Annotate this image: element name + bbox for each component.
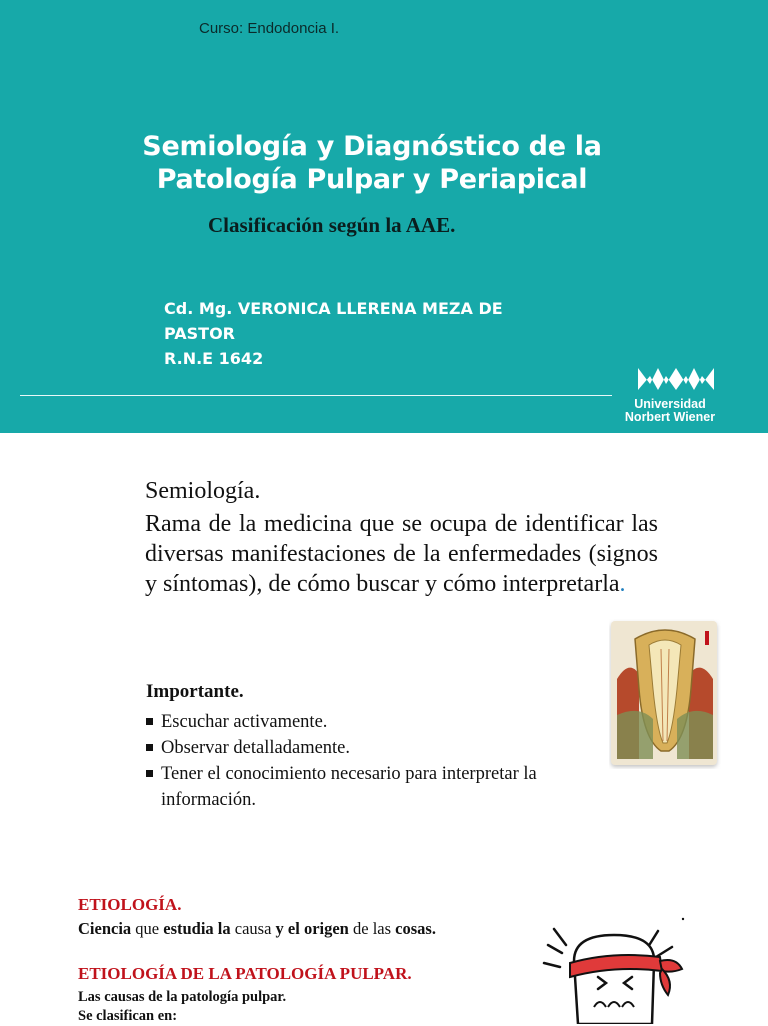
author-line-2: PASTOR: [164, 324, 235, 343]
title-divider: [20, 395, 612, 396]
author-line-1: Cd. Mg. VERONICA LLERENA MEZA DE: [164, 299, 503, 318]
list-item: Tener el conocimiento necesario para interpretar la información.: [146, 761, 566, 813]
causes-text: Las causas de la patología pulpar. Se clasifican en:: [78, 989, 287, 1024]
semiology-definition: [145, 509, 658, 599]
bullet-icon: [146, 770, 153, 777]
tooth-section-photo: [609, 619, 721, 769]
semiology-period: .: [619, 571, 626, 597]
important-list: [146, 709, 566, 813]
list-item: Escuchar activamente.: [146, 709, 566, 735]
university-logo: [600, 362, 740, 428]
etiology-slide: [0, 853, 768, 1024]
semiology-heading: Semiología.: [145, 478, 261, 504]
etiology-definition: Ciencia que estudia la causa y el origen de las cosas.: [78, 919, 436, 938]
list-item: Observar detalladamente.: [146, 735, 566, 761]
author-line-3: R.N.E 1642: [164, 349, 264, 368]
etiology-title: ETIOLOGÍA.: [78, 895, 182, 914]
tooth-cartoon-icon: [540, 911, 690, 1024]
book-wave-icon: [636, 362, 716, 392]
bullet-icon: [146, 744, 153, 751]
pulp-etiology-title: ETIOLOGÍA DE LA PATOLOGÍA PULPAR.: [78, 964, 412, 983]
title-slide: [0, 0, 768, 433]
semiology-slide: [0, 433, 768, 853]
bullet-icon: [146, 718, 153, 725]
title-line-2: Patología Pulpar y Periapical: [156, 164, 588, 195]
slide-subtitle: Clasificación según la AAE.: [208, 213, 456, 237]
important-heading: Importante.: [146, 681, 244, 702]
semiology-text: Rama de la medicina que se ocupa de identificar las diversas manifestaciones de la enfermedades (signos y síntomas), de cómo buscar y cómo interpretarla: [145, 511, 658, 597]
author-block: [164, 296, 564, 371]
title-line-1: Semiología y Diagnóstico de la: [142, 131, 602, 162]
slide-title: [0, 130, 744, 196]
logo-line-2: Norbert Wiener: [624, 410, 716, 424]
course-label: Curso: Endodoncia I.: [199, 20, 340, 37]
logo-line-1: Universidad: [634, 397, 706, 411]
